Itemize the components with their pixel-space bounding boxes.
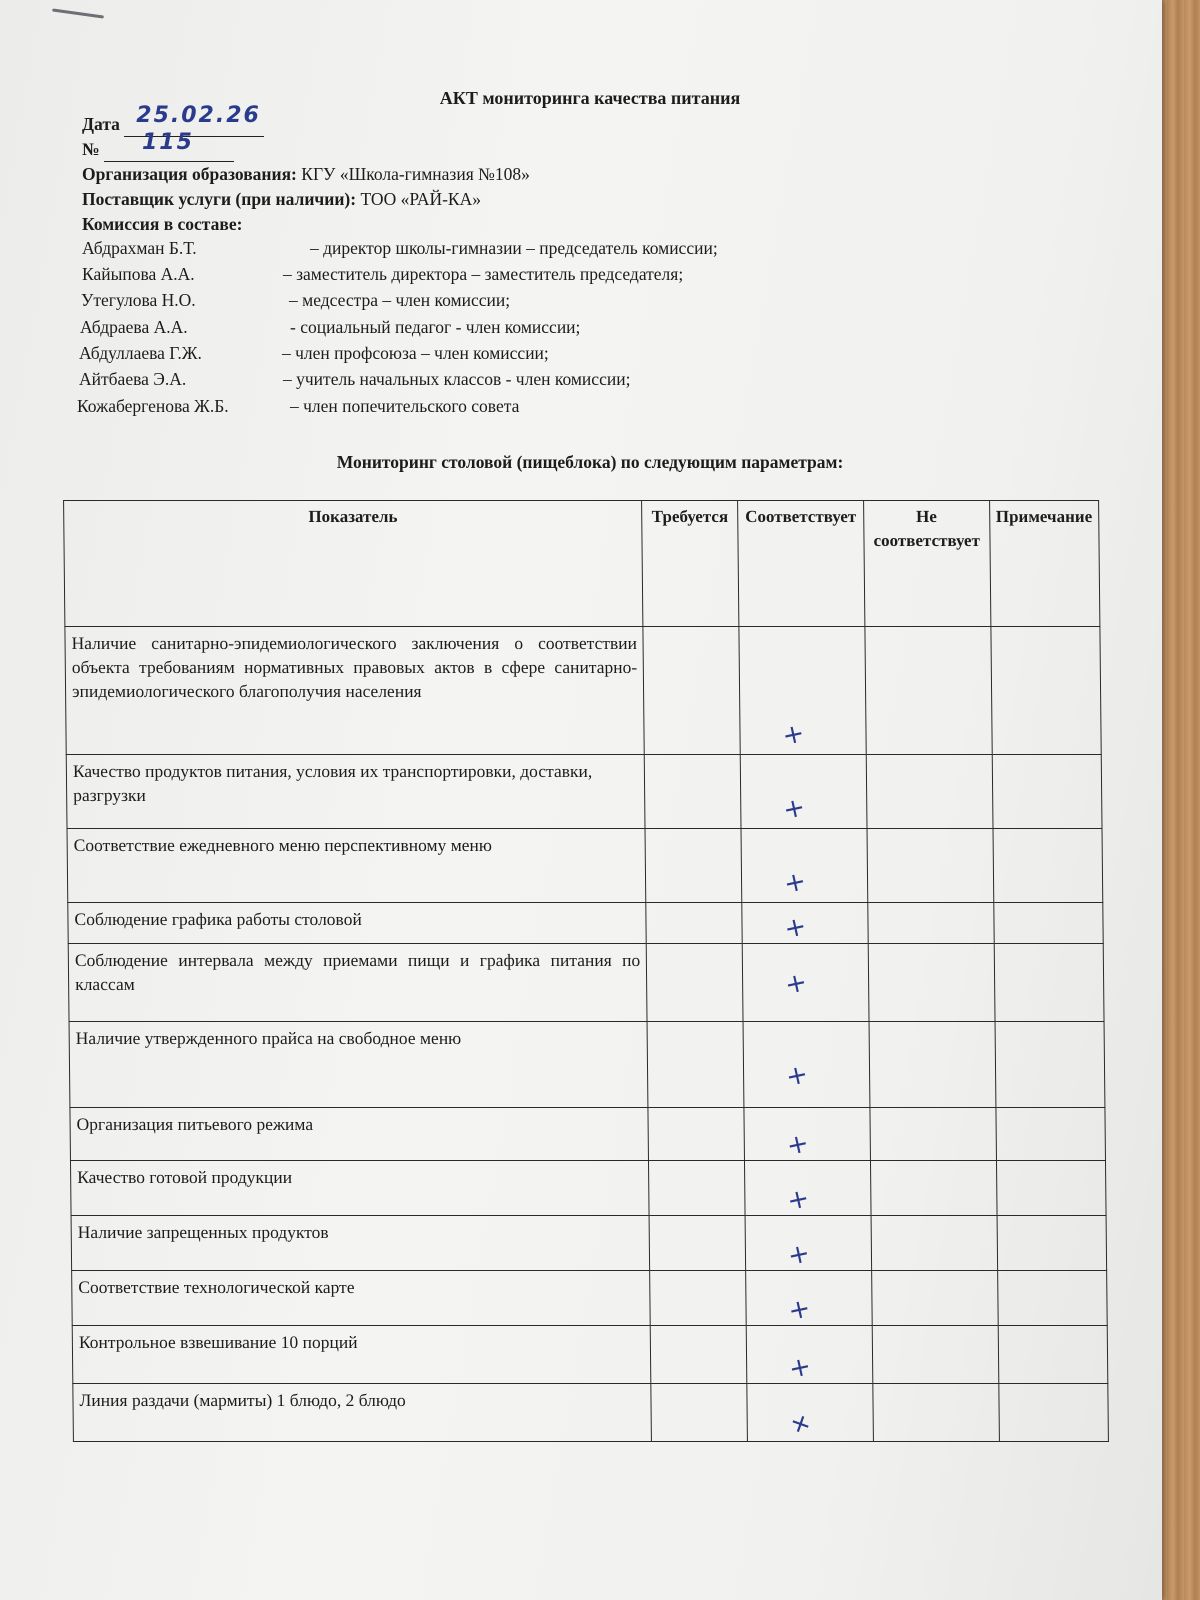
not-complies-cell — [871, 1216, 997, 1271]
indicator-cell: Контрольное взвешивание 10 порций — [72, 1326, 651, 1384]
table-row — [70, 1161, 1106, 1216]
table-subtitle: Мониторинг столовой (пищеблока) по следующим параметрам: — [336, 452, 844, 472]
complies-cell — [744, 1108, 870, 1161]
note-cell — [997, 1216, 1107, 1271]
complies-cell — [742, 944, 869, 1022]
member-role: – заместитель директора – заместитель председателя; — [283, 264, 684, 284]
indicator-cell: Соблюдение графика работы столовой — [68, 903, 647, 944]
header-indicator: Показатель — [64, 501, 644, 627]
table-row — [66, 755, 1102, 829]
document-title: АКТ мониторинга качества питания — [439, 88, 741, 108]
complies-cell — [746, 1271, 872, 1326]
complies-cell — [746, 1326, 872, 1384]
indicator-cell: Наличие санитарно-эпидемиологического заключения о соответствии объекта требованиям нормативных правовых актов в сфере санитарно-эпидемиологического благополучия населения — [65, 627, 645, 755]
required-cell — [643, 627, 740, 755]
note-cell — [998, 1326, 1108, 1384]
required-cell — [647, 1022, 744, 1108]
required-cell — [649, 1161, 745, 1216]
header-complies: Соответствует — [738, 501, 865, 627]
note-cell — [993, 903, 1103, 944]
check-mark: + — [786, 1351, 814, 1385]
not-complies-cell — [870, 1161, 996, 1216]
required-cell — [645, 829, 741, 903]
monitoring-table — [63, 500, 1109, 1442]
indicator-cell: Линия раздачи (мармиты) 1 блюдо, 2 блюдо — [73, 1384, 652, 1442]
complies-cell — [745, 1161, 871, 1216]
required-cell — [651, 1384, 747, 1442]
member-name: Айтбаева Э.А. — [79, 369, 187, 389]
not-complies-cell — [873, 1384, 999, 1442]
commission-label: Комиссия в составе: — [82, 214, 243, 234]
not-complies-cell — [866, 755, 992, 829]
not-complies-cell — [869, 1022, 996, 1108]
table-row — [72, 1326, 1108, 1384]
member-name: Утегулова Н.О. — [81, 290, 196, 310]
number-field — [104, 130, 234, 162]
not-complies-cell — [872, 1326, 998, 1384]
not-complies-cell — [867, 829, 993, 903]
table-row — [72, 1271, 1108, 1326]
number-value: 115 — [141, 130, 194, 155]
indicator-cell: Наличие утвержденного прайса на свободное меню — [69, 1022, 648, 1108]
note-cell — [994, 944, 1104, 1022]
not-complies-cell — [868, 903, 994, 944]
required-cell — [645, 755, 741, 829]
table-row — [71, 1216, 1107, 1271]
number-label: № — [82, 139, 100, 159]
check-mark: + — [780, 792, 809, 826]
header-note: Примечание — [989, 501, 1100, 627]
member-name: Кайыпова А.А. — [82, 264, 195, 284]
check-mark: + — [784, 1238, 813, 1272]
supplier-value: ТОО «РАЙ-КА» — [360, 189, 481, 209]
table-header-row — [64, 501, 1100, 627]
date-value: 25.02.26 — [136, 103, 261, 128]
required-cell — [649, 1216, 745, 1271]
check-mark: + — [781, 911, 810, 945]
supplier-line — [82, 187, 481, 211]
organization-label: Организация образования: — [82, 164, 297, 184]
not-complies-cell — [865, 627, 992, 755]
member-role: – учитель начальных классов - член комиссии; — [283, 369, 631, 389]
not-complies-cell — [872, 1271, 998, 1326]
header-not-complies: Не соответствует — [863, 501, 990, 627]
table-row — [65, 627, 1101, 755]
check-mark: + — [781, 866, 809, 900]
table-row — [68, 903, 1103, 944]
note-cell — [997, 1271, 1107, 1326]
check-mark: + — [783, 1059, 811, 1093]
required-cell — [650, 1271, 746, 1326]
member-role: – медсестра – член комиссии; — [289, 290, 511, 310]
indicator-cell: Наличие запрещенных продуктов — [71, 1216, 650, 1271]
member-role: – член попечительского совета — [290, 396, 520, 416]
check-mark: + — [782, 1408, 819, 1440]
check-mark: + — [783, 1128, 812, 1162]
check-mark: + — [784, 1183, 813, 1217]
required-cell — [647, 944, 743, 1022]
supplier-label: Поставщик услуги (при наличии): — [82, 189, 357, 209]
organization-line — [82, 162, 530, 186]
member-name: Абдраева А.А. — [80, 317, 188, 337]
not-complies-cell — [868, 944, 994, 1022]
note-cell — [992, 755, 1102, 829]
table-row — [70, 1108, 1106, 1161]
member-name: Абдуллаева Г.Ж. — [79, 343, 202, 363]
complies-cell — [742, 903, 868, 944]
member-role: – член профсоюза – член комиссии; — [282, 343, 549, 363]
note-cell — [990, 627, 1101, 755]
indicator-cell: Соответствие технологической карте — [72, 1271, 651, 1326]
complies-cell — [741, 829, 868, 903]
pen-mark — [52, 8, 104, 18]
number-line — [82, 130, 234, 162]
required-cell — [648, 1108, 744, 1161]
note-cell — [995, 1022, 1105, 1108]
indicator-cell: Качество продуктов питания, условия их транспортировки, доставки, разгрузки — [66, 755, 645, 829]
complies-cell — [739, 627, 866, 755]
member-role: – директор школы-гимназии – председатель комиссии; — [310, 238, 718, 258]
organization-value: КГУ «Школа-гимназия №108» — [301, 164, 530, 184]
not-complies-cell — [870, 1108, 996, 1161]
indicator-cell: Качество готовой продукции — [70, 1161, 649, 1216]
complies-cell — [745, 1216, 871, 1271]
date-label: Дата — [82, 114, 120, 134]
note-cell — [995, 1108, 1105, 1161]
table-row — [69, 1022, 1105, 1108]
indicator-cell: Соблюдение интервала между приемами пищи и графика питания по классам — [68, 944, 647, 1022]
complies-cell — [747, 1384, 873, 1442]
note-cell — [998, 1384, 1108, 1442]
indicator-cell: Организация питьевого режима — [70, 1108, 649, 1161]
required-cell — [651, 1326, 747, 1384]
member-name: Абдрахман Б.Т. — [82, 238, 197, 258]
check-mark: + — [782, 967, 810, 1001]
header-required: Требуется — [642, 501, 739, 627]
table-row — [67, 829, 1103, 903]
table-row — [73, 1384, 1109, 1442]
complies-cell — [743, 1022, 870, 1108]
note-cell — [993, 829, 1103, 903]
table-row — [68, 944, 1104, 1022]
required-cell — [646, 903, 742, 944]
member-name: Кожабергенова Ж.Б. — [77, 396, 229, 416]
note-cell — [996, 1161, 1106, 1216]
check-mark: + — [785, 1293, 814, 1327]
indicator-cell: Соответствие ежедневного меню перспективному меню — [67, 829, 646, 903]
check-mark: + — [779, 718, 808, 752]
complies-cell — [740, 755, 867, 829]
member-role: - социальный педагог - член комиссии; — [290, 317, 581, 337]
